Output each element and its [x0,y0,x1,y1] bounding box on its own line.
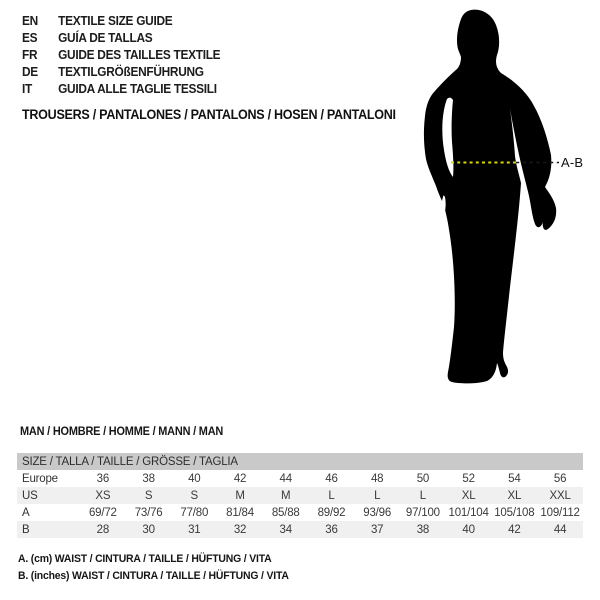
language-label: GUÍA DE TALLAS [58,31,153,45]
cell: 101/104 [448,506,489,519]
cell: 48 [370,472,384,485]
cell: 31 [188,523,201,536]
language-label: GUIDA ALLE TAGLIE TESSILI [58,82,217,96]
language-code: FR [22,48,38,62]
size-table-header-row [17,453,583,470]
cell: 54 [508,472,521,485]
cell: 36 [96,472,110,485]
cell: 52 [462,472,475,485]
language-label: TEXTILE SIZE GUIDE [58,14,173,28]
cell: 36 [325,523,338,536]
cell: 56 [553,472,567,485]
man-silhouette-svg [390,0,600,420]
table-row-b-inches [17,521,583,538]
table-row-a-cm [17,504,583,521]
cell: 46 [325,472,338,485]
language-label: GUIDE DES TAILLES TEXTILE [58,48,221,62]
cell: L [328,489,335,502]
cell: 105/108 [494,506,535,519]
cell: S [190,489,199,502]
language-row [22,47,220,64]
language-code: IT [22,82,32,96]
size-table-header: SIZE / TALLA / TAILLE / GRÖSSE / TAGLIA [17,453,583,470]
language-guide-block [22,13,231,98]
garment-title: TROUSERS / PANTALONES / PANTALONS / HOSEN / PANTALONI [22,107,396,122]
language-row [22,13,220,30]
row-label: US [22,489,38,502]
cell: 28 [96,523,110,536]
cell: M [281,489,291,502]
cell: 81/84 [226,506,254,519]
row-label: B [22,523,30,536]
cell: XL [461,489,476,502]
row-label: A [22,506,30,519]
cell: 77/80 [180,506,209,519]
cell: 42 [233,472,247,485]
measurement-notes [18,551,303,585]
cell: XL [507,489,522,502]
measure-label-ab: A-B [561,155,584,170]
language-row [22,64,220,81]
cell: 73/76 [134,506,163,519]
table-row-europe [17,470,583,487]
cell: 38 [142,472,155,485]
cell: 69/72 [88,506,117,519]
language-label: TEXTILGRÖßENFÜHRUNG [58,65,204,79]
cell: 44 [553,523,567,536]
section-title-man: MAN / HOMBRE / HOMME / MANN / MAN [20,426,224,438]
cell: M [235,489,245,502]
cell: 40 [462,523,475,536]
note-b-inches: B. (inches) WAIST / CINTURA / TAILLE / HÜFTUNG / VITA [18,570,289,582]
language-code: EN [22,14,38,28]
cell: 32 [233,523,247,536]
cell: 97/100 [405,506,440,519]
language-code: DE [22,65,38,79]
language-code: ES [22,31,38,45]
table-row-us [17,487,583,504]
cell: 34 [279,523,292,536]
cell: 50 [416,472,430,485]
cell: 30 [142,523,155,536]
cell: 40 [188,472,201,485]
cell: L [374,489,381,502]
cell: 42 [508,523,521,536]
cell: S [144,489,153,502]
size-table-wrap [17,453,583,538]
note-a-cm: A. (cm) WAIST / CINTURA / TAILLE / HÜFTUNG / VITA [18,553,272,565]
cell: XS [95,489,111,502]
cell: 38 [416,523,430,536]
cell: XXL [549,489,571,502]
cell: 37 [370,523,384,536]
language-row [22,30,220,47]
cell: 85/88 [271,506,300,519]
cell: L [419,489,426,502]
size-table [17,453,583,538]
cell: 89/92 [317,506,346,519]
cell: 93/96 [363,506,392,519]
cell: 109/112 [540,506,580,519]
man-silhouette [390,0,600,420]
row-label: Europe [22,472,58,485]
language-row [22,81,220,98]
cell: 44 [279,472,292,485]
